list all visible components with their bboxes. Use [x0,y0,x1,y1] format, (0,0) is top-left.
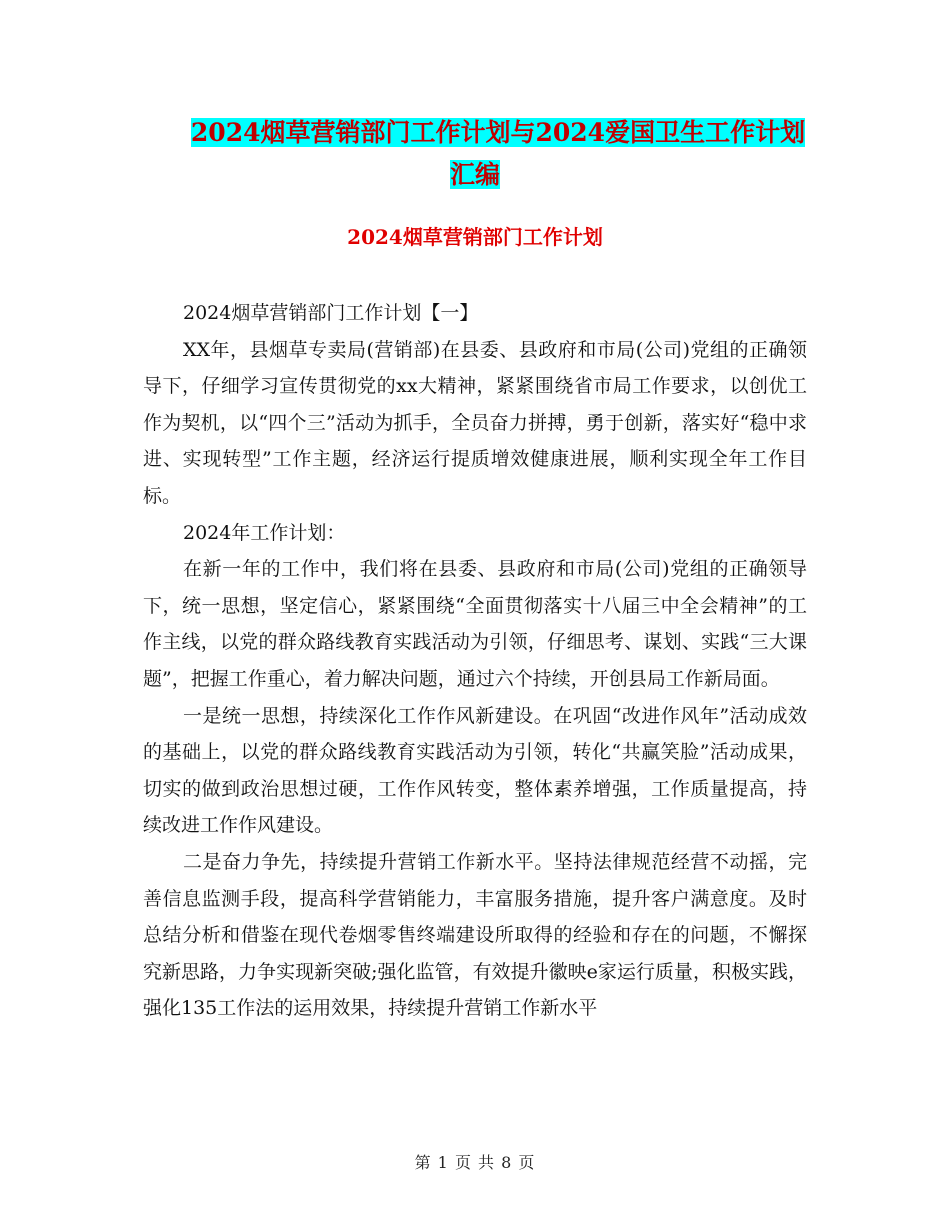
paragraph: 二是奋力争先，持续提升营销工作新水平。坚持法律规范经营不动摇，完善信息监测手段，提高科学营销能力，丰富服务措施，提升客户满意度。及时总结分析和借鉴在现代卷烟零售终端建设所取得的经验和存在的问题，不懈探究新思路，力争实现新突破;强化监管，有效提升徽映e家运行质量，积极实践，强化135工作法的运用效果，持续提升营销工作新水平 [143,850,807,1020]
paragraph: XX年，县烟草专卖局(营销部)在县委、县政府和市局(公司)党组的正确领导下，仔细学习宣传贯彻党的xx大精神，紧紧围绕省市局工作要求，以创优工作为契机，以“四个三”活动为抓手，全员奋力拼搏，勇于创新，落实好“稳中求进、实现转型”工作主题，经济运行提质增效健康进展，顺利实现全年工作目标。 [143,338,807,507]
paragraph: 在新一年的工作中，我们将在县委、县政府和市局(公司)党组的正确领导下，统一思想，坚定信心，紧紧围绕“全面贯彻落实十八届三中全会精神”的工作主线，以党的群众路线教育实践活动为引领，仔细思考、谋划、实践“三大课题”，把握工作重心，着力解决问题，通过六个持续，开创县局工作新局面。 [143,558,807,690]
document-title-line-2-text: 汇编 [449,160,500,189]
paragraph: 一是统一思想，持续深化工作作风新建设。在巩固“改进作风年”活动成效的基础上，以党的群众路线教育实践活动为引领，转化“共赢笑脸”活动成果，切实的做到政治思想过硬，工作作风转变，整体素养增强，工作质量提高，持续改进工作作风建设。 [143,704,807,837]
document-title-line-2 [0,154,950,196]
section-heading: 2024烟草营销部门工作计划 [347,225,603,249]
document-title-line-1-text: 2024烟草营销部门工作计划与2024爱国卫生工作计划 [190,118,806,147]
document-title-line-1 [0,112,950,154]
paragraph-subheading-1: 2024烟草营销部门工作计划【一】 [183,302,479,324]
paragraph-subheading-2: 2024年工作计划： [183,521,346,544]
page-footer: 第 1 页 共 8 页 [414,1153,536,1172]
body-text [143,295,807,1027]
